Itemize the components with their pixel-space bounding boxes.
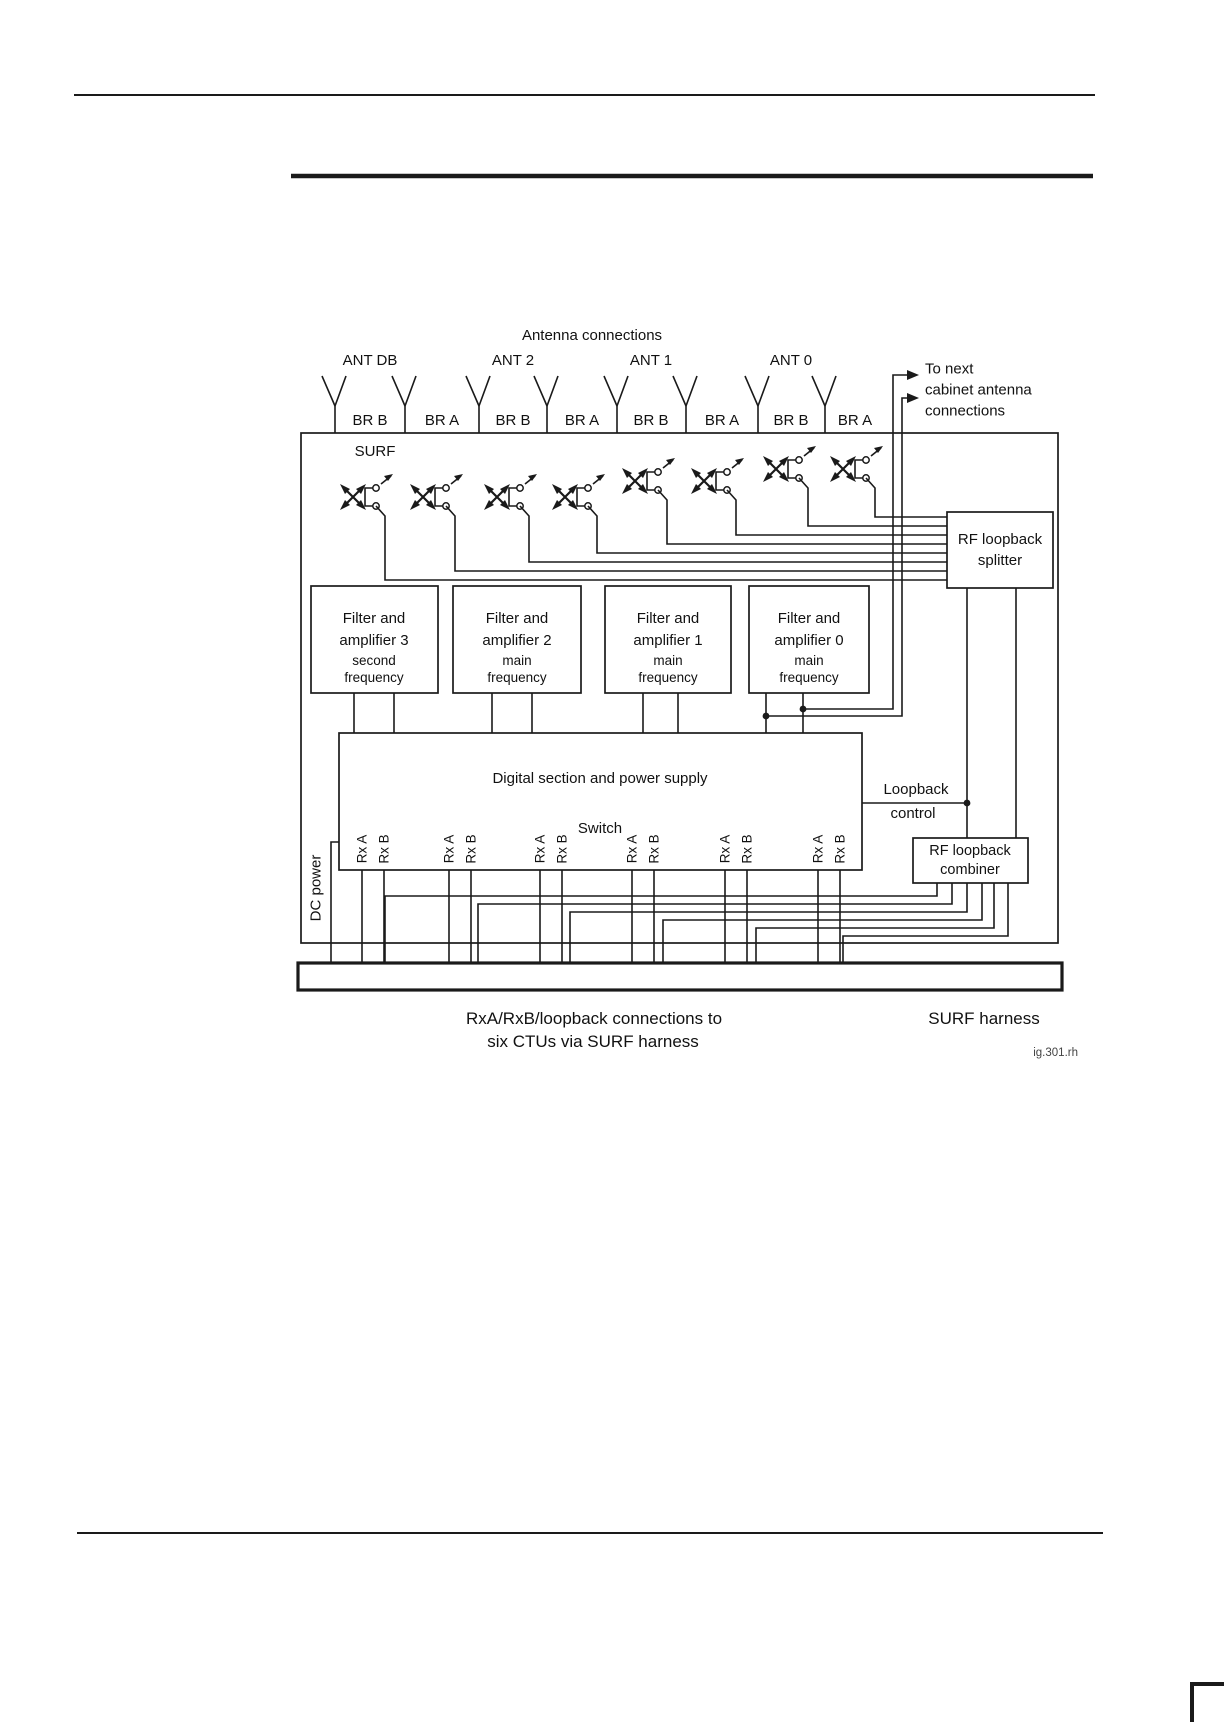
antenna-symbols: [322, 376, 836, 406]
br-label: BR A: [837, 412, 873, 429]
rx-a-label: Rx A: [354, 834, 370, 864]
br-label: BR A: [564, 412, 600, 429]
rx-b-label: Rx B: [376, 834, 392, 864]
figure-id: ig.301.rh: [1033, 1047, 1078, 1059]
rx-a-label: Rx A: [624, 834, 640, 864]
rx-a-label: Rx A: [441, 834, 457, 864]
next-cabinet-label: To next cabinet antenna connections: [925, 360, 1032, 420]
br-label: BR A: [704, 412, 740, 429]
dc-power-label: DC power: [307, 854, 325, 922]
rx-a-label: Rx A: [717, 834, 733, 864]
filter-amplifier-1-label: Filter and amplifier 1 main frequency: [633, 610, 703, 685]
loopback-control-label-bottom: control: [890, 805, 936, 822]
br-label: BR B: [495, 412, 531, 429]
rx-a-label: Rx A: [810, 834, 826, 864]
surf-harness-bar: [298, 963, 1062, 990]
surf-label: SURF: [354, 443, 396, 460]
ant-2-label: ANT 2: [491, 352, 535, 369]
rf-loopback-combiner-label: RF loopback combiner: [929, 843, 1011, 878]
filter-amplifier-3-label: Filter and amplifier 3 second frequency: [339, 610, 409, 685]
br-label: BR B: [352, 412, 388, 429]
filter-amplifier-2-label: Filter and amplifier 2 main frequency: [482, 610, 552, 685]
rx-b-label: Rx B: [739, 834, 755, 864]
page-corner-mark: [1192, 1684, 1224, 1722]
br-label: BR B: [773, 412, 809, 429]
diagram-title: Antenna connections: [521, 327, 663, 344]
rx-b-label: Rx B: [646, 834, 662, 864]
loopback-control-label-top: Loopback: [883, 781, 949, 798]
harness-caption-line2: six CTUs via SURF harness: [487, 1031, 699, 1051]
header-rules: [74, 95, 1095, 176]
digital-section-label: Digital section and power supply: [492, 770, 708, 787]
ant-db-label: ANT DB: [342, 352, 398, 369]
rx-b-label: Rx B: [463, 834, 479, 864]
rx-b-label: Rx B: [832, 834, 848, 864]
harness-caption-line1: RxA/RxB/loopback connections to: [465, 1008, 723, 1028]
br-label: BR A: [424, 412, 460, 429]
rf-loopback-splitter-label: RF loopback splitter: [957, 531, 1043, 569]
rx-a-label: Rx A: [532, 834, 548, 864]
rx-b-label: Rx B: [554, 834, 570, 864]
ant-0-label: ANT 0: [769, 352, 813, 369]
filter-amplifier-0-label: Filter and amplifier 0 main frequency: [774, 610, 844, 685]
surf-harness-label: SURF harness: [928, 1008, 1040, 1028]
digital-section-box: [339, 733, 862, 870]
switch-label: Switch: [577, 820, 623, 837]
ant-1-label: ANT 1: [629, 352, 673, 369]
br-label: BR B: [633, 412, 669, 429]
